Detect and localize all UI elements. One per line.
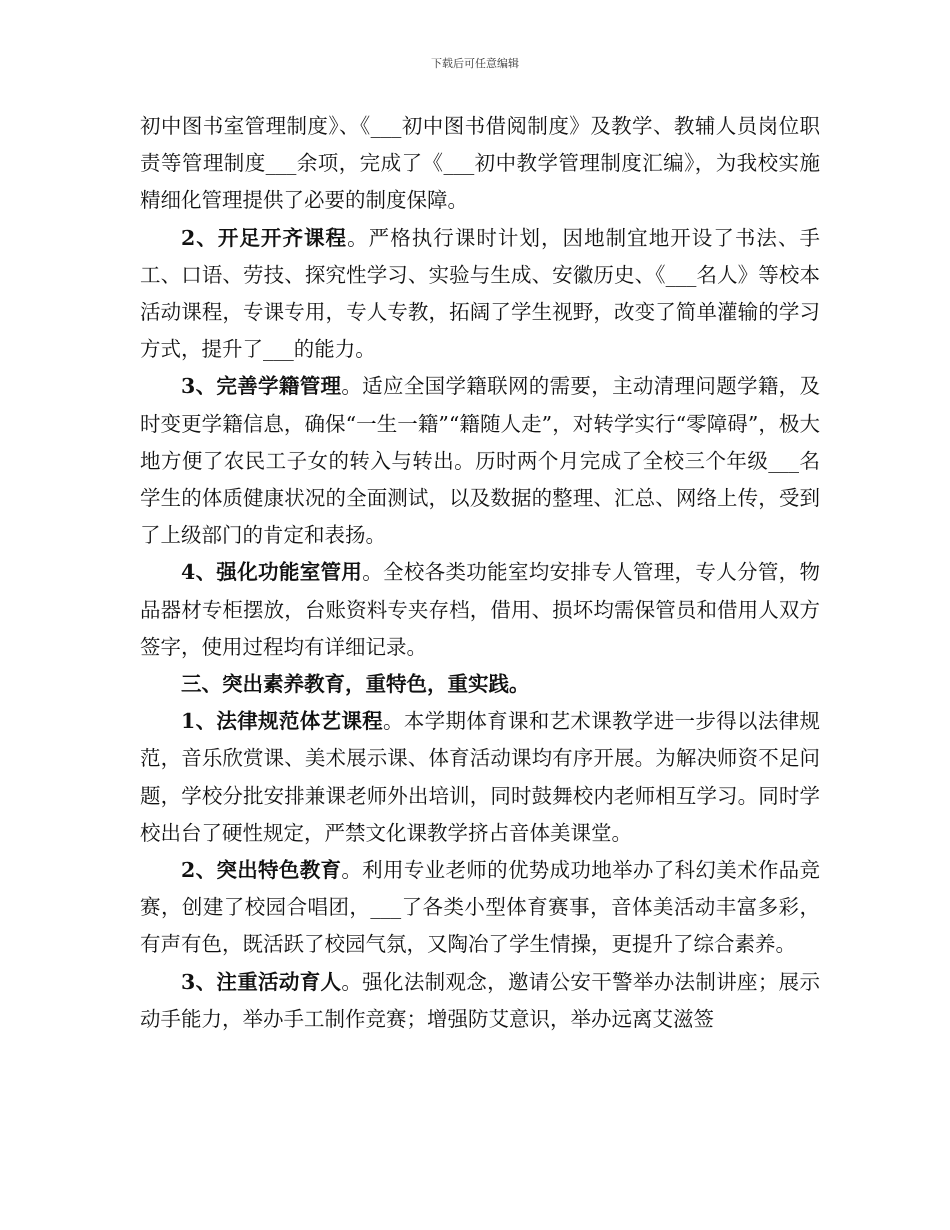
paragraph-heading: 1、法律规范体艺课程 (181, 709, 384, 734)
paragraph-heading: 3、完善学籍管理 (181, 374, 342, 399)
paragraph-heading: 3、注重活动育人 (181, 969, 342, 994)
paragraph-text: 。严格执行课时计划，因地制宜地开设了书法、手工、口语、劳技、探究性学习、实验与生成、安徽历史、《___名人》等校本活动课程，专课专用，专人专教，拓阔了学生视野，改变了简单灌输的学习方式，提升了___的能力。 (140, 225, 821, 362)
paragraph-heading: 2、开足开齐课程 (181, 225, 348, 250)
paragraph-heading: 2、突出特色教育 (181, 858, 342, 883)
paragraph-enrollment (140, 368, 820, 554)
paragraph-activities (140, 964, 820, 1038)
paragraph-function-rooms (140, 554, 820, 666)
paragraph-text: 。利用专业老师的优势成功地举办了科幻美术作品竞赛，创建了校园合唱团，___了各类小型体育赛事，音体美活动丰富多彩，有声有色，既活跃了校园气氛，又陶冶了学生情操，更提升了综合素养。 (140, 858, 820, 957)
paragraph-text: 。全校各类功能室均安排专人管理，专人分管，物品器材专柜摆放，台账资料专夹存档，借用、损坏均需保管员和借用人双方签字，使用过程均有详细记录。 (140, 560, 821, 659)
paragraph-featured-education (140, 852, 820, 964)
paragraph-continuation (140, 108, 820, 220)
paragraph-courses (140, 220, 820, 369)
paragraph-heading: 4、强化功能室管用 (181, 560, 363, 585)
paragraph-text: 初中图书室管理制度》、《___初中图书借阅制度》及教学、教辅人员岗位职责等管理制度___余项，完成了《___初中教学管理制度汇编》，为我校实施精细化管理提供了必要的制度保障。 (140, 114, 820, 213)
page-header: 下载后可任意编辑 (431, 57, 519, 70)
section-title: 三、突出素养教育，重特色，重实践。 (181, 672, 530, 697)
paragraph-text: 。强化法制观念，邀请公安干警举办法制讲座；展示动手能力，举办手工制作竞赛；增强防艾意识，举办远离艾滋签 (140, 969, 820, 1031)
paragraph-text: 。适应全国学籍联网的需要，主动清理问题学籍，及时变更学籍信息，确保“一生一籍”“籍随人走”，对转学实行“零障碍”，极大地方便了农民工子女的转入与转出。历时两个月完成了全校三个年级___名学生的体质健康状况的全面测试，以及数据的整理、汇总、网络上传，受到了上级部门的肯定和表扬。 (140, 374, 820, 548)
document-body (140, 108, 820, 1038)
paragraph-text: 。本学期体育课和艺术课教学进一步得以法律规范，音乐欣赏课、美术展示课、体育活动课均有序开展。为解决师资不足问题，学校分批安排兼课老师外出培训，同时鼓舞校内老师相互学习。同时学校出台了硬性规定，严禁文化课教学挤占音体美课堂。 (140, 709, 821, 845)
section-heading (140, 666, 820, 703)
paragraph-pe-arts (140, 703, 820, 852)
